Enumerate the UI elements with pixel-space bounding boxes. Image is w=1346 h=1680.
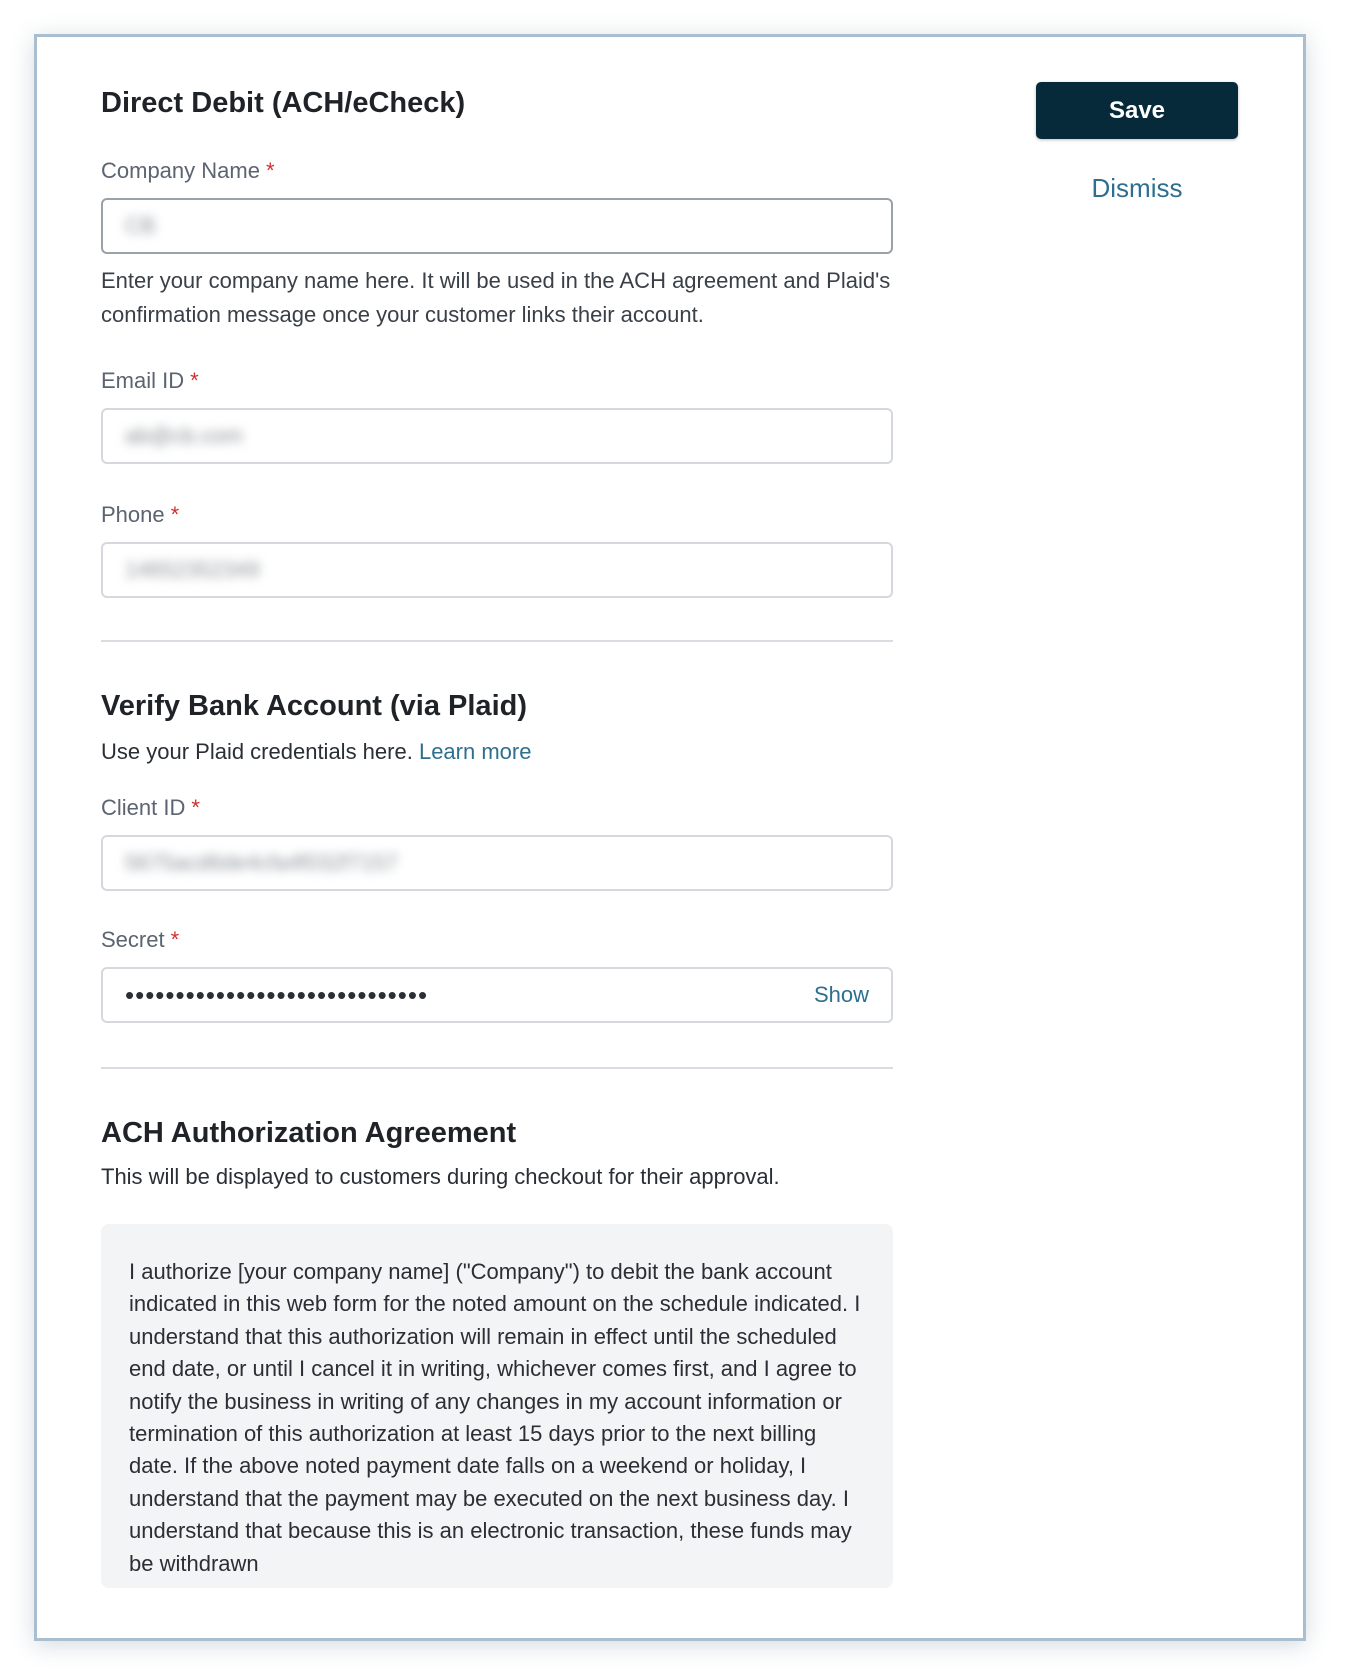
ach-agreement-text: I authorize [your company name] ("Company") to debit the bank account indicated in this web form for the noted amount on the schedule indicated. I understand that this authorization will remain in effect until the scheduled end date, or until I cancel it in writing, whichever comes first, and I agree to notify the business in writing of any changes in my account information or termination of this authorization at least 15 days prior to the next billing date. If the above noted payment date falls on a weekend or holiday, I understand that the payment may be executed on the next business day. I understand that because this is an electronic transaction, these funds may be withdrawn	[129, 1259, 861, 1576]
ach-agreement-textbox[interactable]	[101, 1224, 893, 1588]
secret-group	[101, 927, 893, 1023]
direct-debit-title: Direct Debit (ACH/eCheck)	[101, 87, 466, 119]
verify-bank-description: Use your Plaid credentials here. Learn more	[101, 739, 532, 764]
company-name-help: Enter your company name here. It will be used in the ACH agreement and Plaid's confirmation message once your customer links their account.	[101, 268, 891, 327]
email-input[interactable]	[101, 408, 893, 464]
phone-input[interactable]	[101, 542, 893, 598]
ach-agreement-title: ACH Authorization Agreement	[101, 1117, 517, 1149]
client-id-group	[101, 795, 893, 891]
phone-label: Phone *	[101, 502, 180, 527]
required-marker: *	[170, 927, 180, 952]
company-name-value: CB	[125, 213, 156, 238]
required-marker: *	[170, 502, 180, 527]
direct-debit-form	[101, 87, 893, 1588]
phone-group	[101, 502, 893, 598]
email-value: ab@cb.com	[125, 423, 243, 448]
email-group	[101, 368, 893, 464]
secret-masked-value: ••••••••••••••••••••••••••••••	[125, 980, 429, 1010]
settings-panel	[34, 34, 1306, 1641]
required-marker: *	[190, 368, 199, 393]
section-divider	[101, 1067, 893, 1069]
save-button[interactable]: Save	[1036, 82, 1238, 139]
learn-more-link[interactable]: Learn more	[418, 739, 532, 764]
client-id-value: 5675acd6de4cfa4f032f7157	[125, 850, 398, 875]
secret-input[interactable]	[101, 967, 893, 1023]
client-id-input[interactable]	[101, 835, 893, 891]
ach-agreement-description: This will be displayed to customers during checkout for their approval.	[101, 1164, 780, 1189]
company-name-label: Company Name *	[101, 158, 275, 183]
required-marker: *	[191, 795, 200, 820]
section-divider	[101, 640, 893, 642]
dismiss-link[interactable]: Dismiss	[1091, 173, 1183, 203]
company-name-input[interactable]	[101, 198, 893, 254]
client-id-label: Client ID *	[101, 795, 200, 820]
show-secret-button[interactable]: Show	[813, 982, 869, 1007]
email-label: Email ID *	[101, 368, 199, 393]
phone-value: 14652352349	[125, 557, 260, 582]
company-name-group	[101, 158, 893, 332]
secret-label: Secret *	[101, 927, 180, 952]
required-marker: *	[265, 158, 275, 183]
verify-bank-title: Verify Bank Account (via Plaid)	[101, 690, 527, 722]
